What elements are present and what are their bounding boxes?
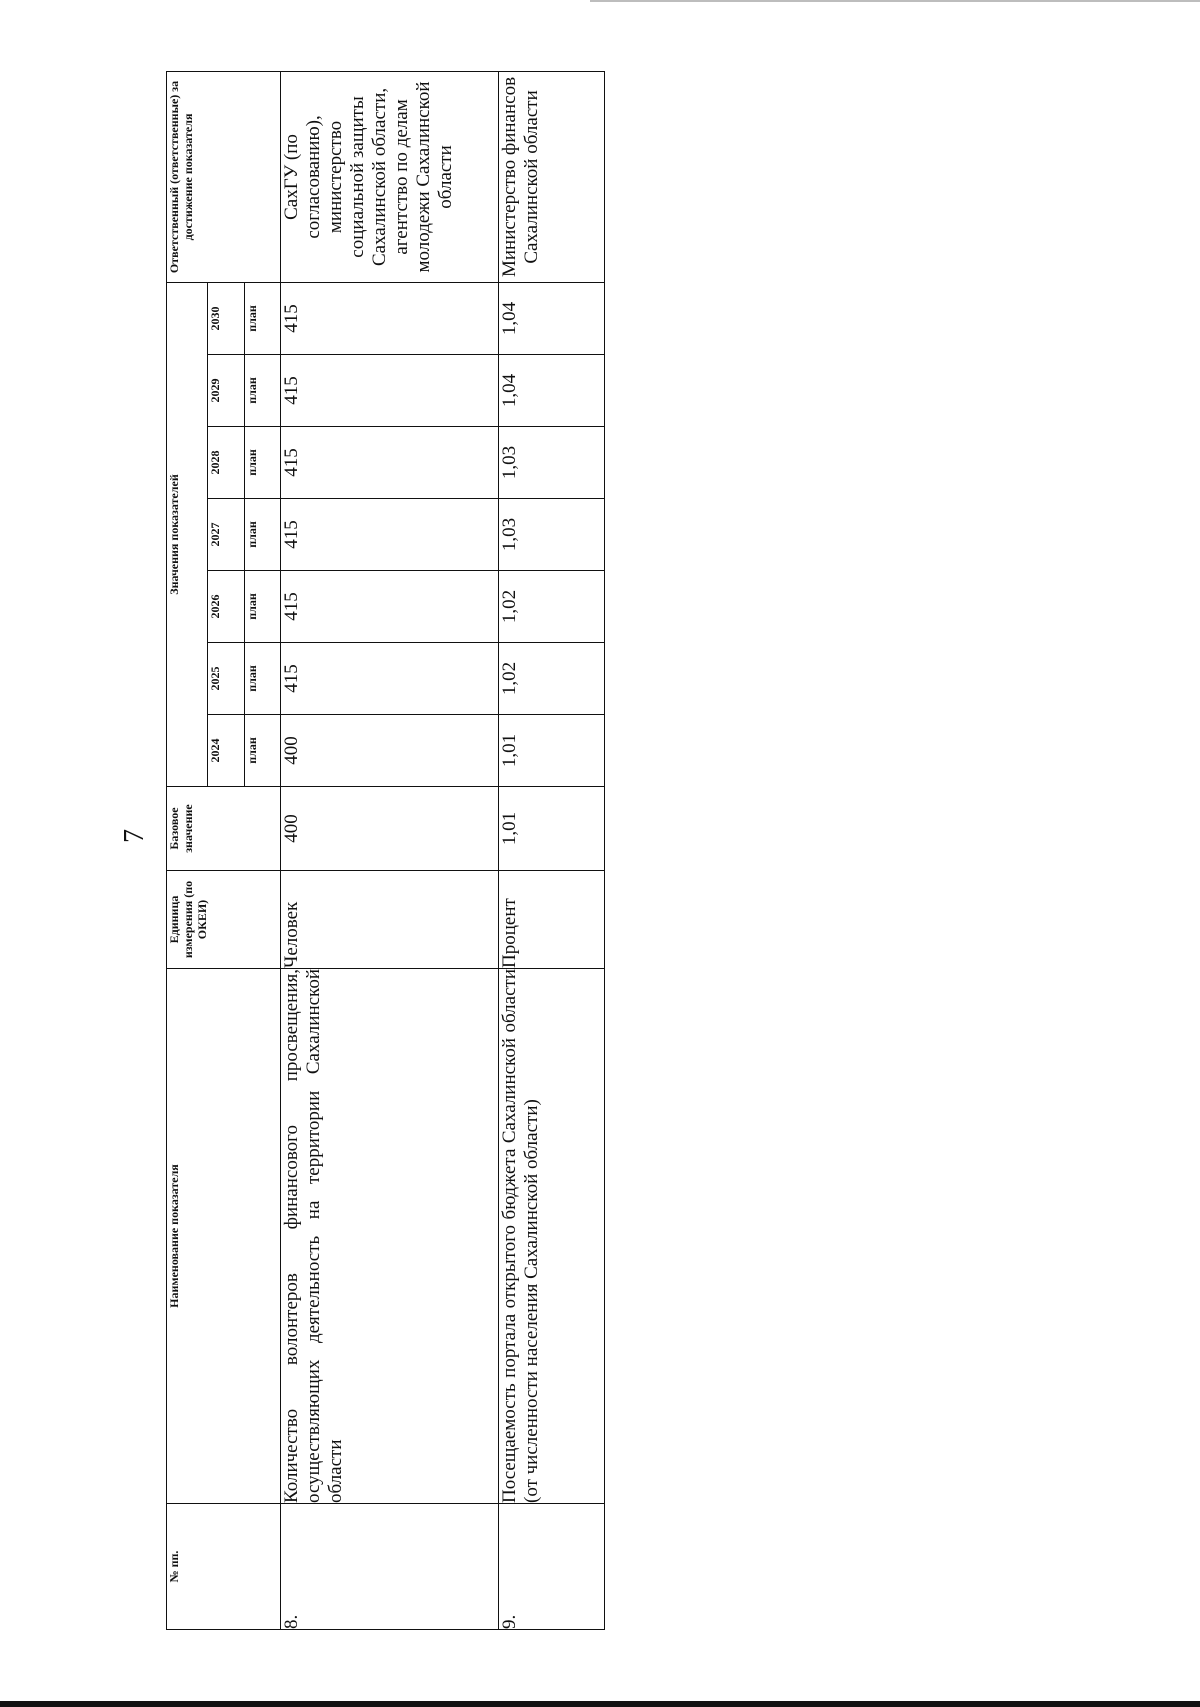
responsible: Министерство финансов Сахалинской области	[499, 71, 605, 282]
unit-of-measure: Человек	[280, 871, 498, 969]
base-value: 400	[280, 787, 498, 871]
plan-value: 1,04	[499, 355, 605, 427]
plan-value: 1,03	[499, 499, 605, 571]
indicators-table	[166, 71, 605, 1630]
header-base: Базовое значение	[167, 787, 281, 871]
table-row	[280, 71, 498, 1629]
header-unit: Единица измерения (по ОКЕИ)	[167, 871, 281, 969]
header-plan: план	[244, 282, 280, 354]
plan-value: 1,03	[499, 427, 605, 499]
header-responsible: Ответственный (ответственные) за достижение показателя	[167, 71, 281, 282]
table-row	[499, 71, 605, 1629]
header-year: 2025	[208, 643, 245, 715]
header-year: 2027	[208, 499, 245, 571]
base-value: 1,01	[499, 787, 605, 871]
header-name: Наименование показателя	[167, 969, 281, 1504]
row-number: 9.	[499, 1504, 605, 1630]
header-year: 2029	[208, 355, 245, 427]
unit-of-measure: Процент	[499, 871, 605, 969]
top-edge-rule	[590, 0, 1200, 2]
plan-value: 1,01	[499, 715, 605, 787]
header-values-group: Значения показателей	[167, 282, 208, 786]
header-year: 2030	[208, 282, 245, 354]
header-year: 2028	[208, 427, 245, 499]
header-plan: план	[244, 499, 280, 571]
header-plan: план	[244, 643, 280, 715]
header-plan: план	[244, 427, 280, 499]
rotated-table-wrapper	[166, 72, 605, 1630]
row-number: 8.	[280, 1504, 498, 1630]
plan-value: 415	[280, 643, 498, 715]
bottom-edge-rule	[0, 1701, 1200, 1707]
header-num: № пп.	[167, 1504, 281, 1630]
indicator-name: Количество волонтеров финансового просвещения, осуществляющих деятельность на территории Сахалинской области	[280, 969, 498, 1504]
responsible: СахГУ (по согласованию), министерство социальной защиты Сахалинской области, агентство по делам молодежи Сахалинской области	[280, 71, 498, 282]
plan-value: 1,04	[499, 282, 605, 354]
plan-value: 415	[280, 427, 498, 499]
header-plan: план	[244, 355, 280, 427]
header-year: 2026	[208, 571, 245, 643]
plan-value: 415	[280, 499, 498, 571]
plan-value: 415	[280, 355, 498, 427]
plan-value: 415	[280, 571, 498, 643]
plan-value: 415	[280, 282, 498, 354]
plan-value: 400	[280, 715, 498, 787]
header-plan: план	[244, 715, 280, 787]
plan-value: 1,02	[499, 571, 605, 643]
header-plan: план	[244, 571, 280, 643]
header-row-top	[167, 71, 208, 1629]
page-number: 7	[119, 829, 150, 843]
indicator-name: Посещаемость портала открытого бюджета Сахалинской области (от численности населения Сахалинской области)	[499, 969, 605, 1504]
header-year: 2024	[208, 715, 245, 787]
plan-value: 1,02	[499, 643, 605, 715]
